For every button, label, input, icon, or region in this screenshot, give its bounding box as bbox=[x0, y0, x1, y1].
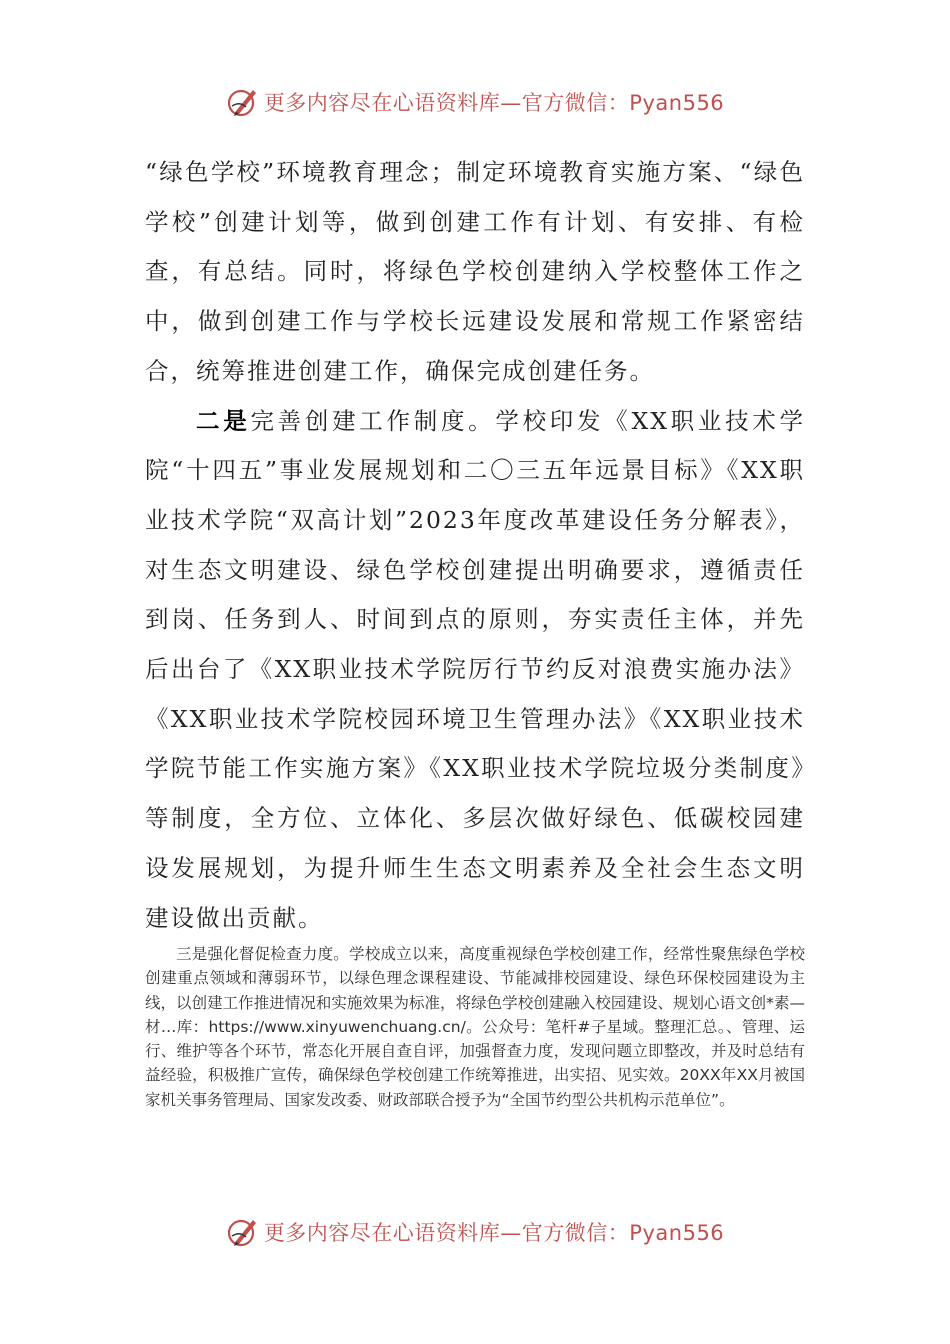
pen-circle-logo-icon bbox=[226, 1215, 260, 1249]
footer-banner bbox=[0, 1210, 950, 1254]
paragraph-2 bbox=[145, 397, 805, 944]
header-banner-text: 更多内容尽在心语资料库—官方微信：Pyan556 bbox=[263, 91, 725, 115]
document-body bbox=[145, 148, 805, 943]
footer-banner-text: 更多内容尽在心语资料库—官方微信：Pyan556 bbox=[263, 1221, 725, 1245]
paragraph-2-lead: 二是 bbox=[196, 406, 251, 435]
paragraph-2-text: 完善创建工作制度。学校印发《XX职业技术学院“十四五”事业发展规划和二〇三五年远景目标》《XX职业技术学院“双高计划”2023年度改革建设任务分解表》，对生态文明建设、绿色学校创建提出明确要求，遵循责任到岗、任务到人、时间到点的原则，夯实责任主体，并先后出台了《XX职业技术学院厉行节约反对浪费实施办法》《XX职业技术学院校园环境卫生管理办法》《XX职业技术学院节能工作实施方案》《XX职业技术学院垃圾分类制度》等制度，全方位、立体化、多层次做好绿色、低碳校园建设发展规划，为提升师生生态文明素养及全社会生态文明建设做出贡献。 bbox=[145, 406, 805, 932]
paragraph-1: “绿色学校”环境教育理念；制定环境教育实施方案、“绿色学校”创建计划等，做到创建工作有计划、有安排、有检查，有总结。同时，将绿色学校创建纳入学校整体工作之中，做到创建工作与学校长远建设发展和常规工作紧密结合，统筹推进创建工作，确保完成创建任务。 bbox=[145, 158, 805, 385]
pen-circle-logo-icon bbox=[226, 85, 260, 119]
header-banner bbox=[0, 80, 950, 124]
footnote-paragraph: 三是强化督促检查力度。学校成立以来，高度重视绿色学校创建工作，经常性聚焦绿色学校创建重点领域和薄弱环节，以绿色理念课程建设、节能减排校园建设、绿色环保校园建设为主线，以创建工作推进情况和实施效果为标准，将绿色学校创建融入校园建设、规划心语文创*素—材…库：https://www.xinyuwenchuang.cn/。公众号：笔杆#子星域。整理汇总。、管理、运行、维护等各个环节，常态化开展自查自评，加强督查力度，发现问题立即整改，并及时总结有益经验，积极推广宣传，确保绿色学校创建工作统筹推进，出实招、见实效。20XX年XX月被国家机关事务管理局、国家发改委、财政部联合授予为“全国节约型公共机构示范单位”。 bbox=[145, 945, 805, 1109]
